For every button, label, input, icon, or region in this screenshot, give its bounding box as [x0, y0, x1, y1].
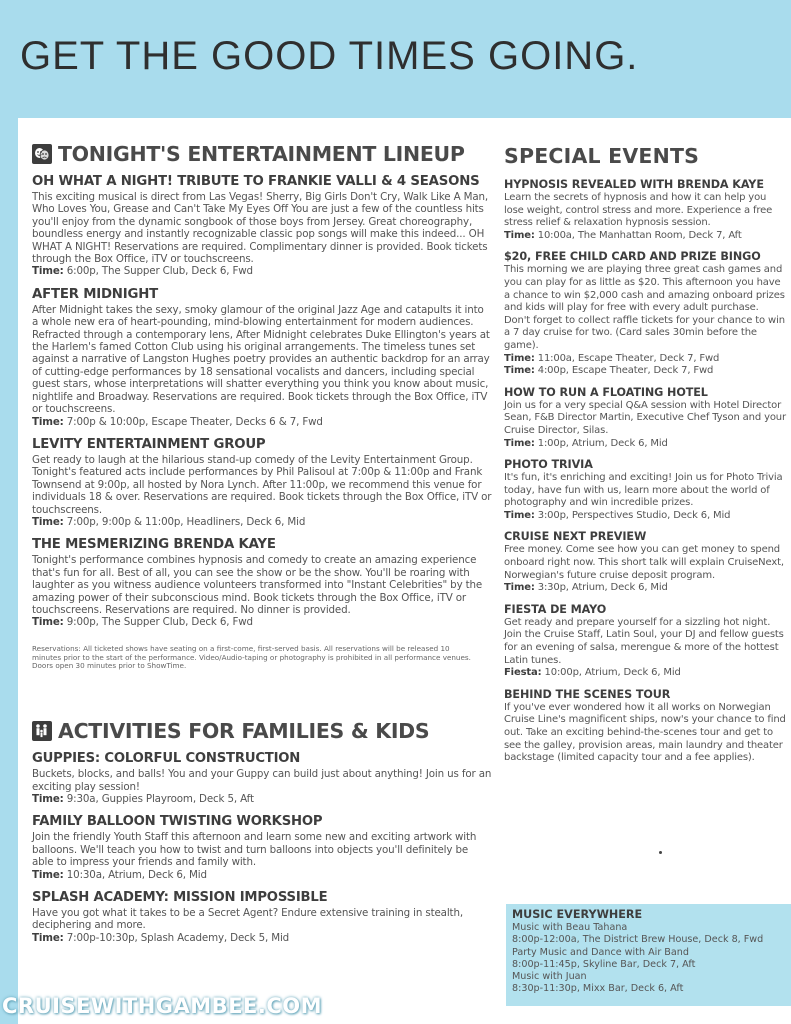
- time-label: Time:: [504, 582, 535, 594]
- event-item: [32, 814, 492, 881]
- special-event-time: [504, 438, 786, 451]
- time-label: Time:: [504, 365, 535, 377]
- event-title: GUPPIES: COLORFUL CONSTRUCTION: [32, 751, 301, 767]
- page-headline: GET THE GOOD TIMES GOING.: [20, 34, 639, 78]
- event-title: OH WHAT A NIGHT! TRIBUTE TO FRANKIE VALLI & 4 SEASONS: [32, 174, 480, 189]
- entertainment-title: TONIGHT'S ENTERTAINMENT LINEUP: [58, 142, 465, 166]
- music-line: 8:00p-11:45p, Skyline Bar, Deck 7, Aft: [512, 958, 696, 970]
- event-description: Have you got what it takes to be a Secret Agent? Endure extensive training in stealth, deciphering and more.: [32, 907, 463, 932]
- special-event-time: [504, 353, 786, 366]
- music-lines: [512, 922, 785, 996]
- time-label: Time:: [32, 265, 64, 278]
- time-value: 9:30a, Guppies Playroom, Deck 5, Aft: [66, 792, 254, 805]
- special-event-time: [504, 510, 786, 523]
- special-event-description: It's fun, it's enriching and exciting! Join us for Photo Trivia today, have fun with us, learn more about the world of photography and win incredible prizes.: [504, 472, 783, 509]
- time-label: Fiesta:: [504, 667, 542, 679]
- special-event-description: Join us for a very special Q&A session with Hotel Director Sean, F&B Director Martin, Executive Chef Tyson and your Cruise Director, Silas.: [504, 399, 786, 436]
- time-label: Time:: [32, 515, 64, 528]
- music-line: Party Music and Dance with Air Band: [512, 946, 689, 958]
- time-value: 7:00p & 10:00p, Escape Theater, Decks 6 & 7, Fwd: [66, 415, 323, 428]
- time-value: 10:30a, Atrium, Deck 6, Mid: [66, 868, 207, 881]
- time-label: Time:: [32, 616, 64, 629]
- special-event-title: PHOTO TRIVIA: [504, 458, 593, 472]
- time-label: Time:: [504, 352, 535, 364]
- special-event-time: [504, 365, 786, 378]
- event-description: Tonight's performance combines hypnosis and comedy to create an amazing experience that's fun for all. Best of all, you can see the show or be the show. You'll be roaring with laughter as you witness audience volunteers transformed into "Instant Celebrities" by the amazing power of their subconscious mind. Book tickets through the Box Office, iTV or touchscreens. Reservations are required. No dinner is provided.: [32, 554, 483, 616]
- event-item: [32, 537, 492, 628]
- time-label: Time:: [32, 415, 64, 428]
- special-event-title: BEHIND THE SCENES TOUR: [504, 687, 671, 701]
- special-event-title: FIESTA DE MAYO: [504, 602, 607, 616]
- event-time: [32, 869, 492, 881]
- time-value: 4:00p, Escape Theater, Deck 7, Fwd: [537, 365, 714, 377]
- event-item: [32, 437, 492, 528]
- time-label: Time:: [504, 437, 535, 449]
- event-description: After Midnight takes the sexy, smoky glamour of the original Jazz Age and catapults it into a whole new era of heart-pounding, mind-blowing entertainment for modern audiences. Refracted through a contemporary lens, After Midnight celebrates Duke Ellington's years at the Harlem's famed Cotton Club using his original arrangements. The timeless tunes set against a narrative of Langston Hughes poetry provides an authentic backdrop for an array of cutting-edge performances by 18 sensational vocalists and dancers, including special guest stars, whose interpretations will shatter everything you think you know about music, nightlife and Broadway. Reservations are required. Book tickets through the Box Office, iTV or touchscreens.: [32, 303, 490, 416]
- entertainment-heading: [32, 142, 492, 166]
- time-label: Time:: [32, 931, 64, 944]
- special-event-description: Get ready and prepare yourself for a sizzling hot night. Join the Cruise Staff, Latin Soul, your DJ and fellow guests for an evening of salsa, merengue & more of the hottest Latin tunes.: [504, 616, 784, 666]
- music-line: 8:00p-12:00a, The District Brew House, Deck 8, Fwd: [512, 934, 764, 946]
- kids-list: [32, 751, 492, 944]
- music-title: MUSIC EVERYWHERE: [512, 908, 643, 921]
- event-description: This exciting musical is direct from Las Vegas! Sherry, Big Girls Don't Cry, Walk Like A Man, Who Loves You, Grease and Can't Take My Eyes Off You are just a few of the countless hits you'll enjoy from the dynamic songbook of those boys from Jersey. Great choreography, boundless energy and instantly recognizable classic pop songs will make this indeed... OH WHAT A NIGHT! Reservations are required. Complimentary dinner is provided. Book tickets through the Box Office, iTV or touchscreens.: [32, 191, 489, 266]
- special-event-time: [504, 230, 786, 243]
- event-title: FAMILY BALLOON TWISTING WORKSHOP: [32, 814, 323, 830]
- entertainment-list: [32, 174, 492, 629]
- special-event-item: [504, 458, 786, 522]
- event-item: [32, 890, 492, 944]
- time-value: 10:00a, The Manhattan Room, Deck 7, Aft: [537, 229, 742, 241]
- kids-title: ACTIVITIES FOR FAMILIES & KIDS: [58, 719, 430, 744]
- event-time: [32, 516, 492, 528]
- event-time: [32, 265, 492, 277]
- left-column: [32, 142, 492, 953]
- right-column: [504, 142, 786, 773]
- event-description: Get ready to laugh at the hilarious stand-up comedy of the Levity Entertainment Group. Tonight's featured acts include performances by Phil Palisoul at 7:00p & 11:00p and Frank Townsend at 9:00p, all hosted by Nora Lynch. After 11:00p, we recommend this venue for individuals 18 & over. Reservations are required. Book tickets through the Box Office, iTV or touchscreens.: [32, 453, 492, 516]
- time-label: Time:: [504, 509, 535, 521]
- special-event-description: Learn the secrets of hypnosis and how it can help you lose weight, control stress and more. Experience a free stress relief & relaxation hypnosis session.: [504, 192, 773, 229]
- event-title: SPLASH ACADEMY: MISSION IMPOSSIBLE: [32, 890, 328, 906]
- music-line: 8:30p-11:30p, Mixx Bar, Deck 6, Aft: [512, 983, 684, 995]
- event-time: [32, 616, 492, 628]
- special-event-description: Free money. Come see how you can get money to spend onboard right now. This short talk will explain CruiseNext, Norwegian's future cruise deposit program.: [504, 544, 784, 581]
- special-event-title: HOW TO RUN A FLOATING HOTEL: [504, 385, 708, 399]
- event-item: [32, 287, 492, 428]
- music-line: Music with Beau Tahana: [512, 922, 628, 933]
- special-event-item: [504, 688, 786, 765]
- time-value: 3:30p, Atrium, Deck 6, Mid: [537, 582, 668, 594]
- time-value: 3:00p, Perspectives Studio, Deck 6, Mid: [537, 509, 731, 521]
- special-events-list: [504, 178, 786, 765]
- content-panel: [18, 118, 791, 1024]
- special-event-item: [504, 386, 786, 450]
- time-value: 11:00a, Escape Theater, Deck 7, Fwd: [537, 352, 720, 364]
- special-event-description: If you've ever wondered how it all works on Norwegian Cruise Line's magnificent ships, now's your chance to find out. Take an exciting behind-the-scenes tour and get to see the galley, provision areas, main laundry and theater backstage (limited capacity tour and a fee applies).: [504, 701, 786, 764]
- time-value: 9:00p, The Supper Club, Deck 6, Fwd: [66, 616, 253, 629]
- theater-masks-icon: [32, 144, 52, 164]
- event-item: [32, 174, 492, 278]
- event-item: [32, 751, 492, 805]
- time-value: 1:00p, Atrium, Deck 6, Mid: [537, 437, 668, 449]
- event-title: AFTER MIDNIGHT: [32, 286, 159, 302]
- event-time: [32, 932, 492, 944]
- special-events-title: SPECIAL EVENTS: [504, 144, 700, 168]
- special-event-title: HYPNOSIS REVEALED WITH BRENDA KAYE: [504, 178, 764, 191]
- family-icon: [32, 721, 52, 741]
- watermark: CRUISEWITHGAMBEE.COM: [2, 994, 323, 1018]
- time-value: 6:00p, The Supper Club, Deck 6, Fwd: [66, 265, 253, 278]
- time-label: Time:: [32, 792, 64, 805]
- special-event-item: [504, 530, 786, 594]
- time-label: Time:: [32, 868, 64, 881]
- special-event-title: $20, FREE CHILD CARD AND PRIZE BINGO: [504, 250, 761, 264]
- music-everywhere-box: [506, 904, 791, 1006]
- time-value: 10:00p, Atrium, Deck 6, Mid: [544, 667, 681, 679]
- stray-dot: [659, 851, 662, 854]
- event-description: Buckets, blocks, and balls! You and your Guppy can build just about anything! Join us for an exciting play session!: [32, 768, 492, 793]
- event-time: [32, 793, 492, 805]
- kids-heading: [32, 719, 492, 743]
- special-event-time: [504, 582, 786, 595]
- event-title: LEVITY ENTERTAINMENT GROUP: [32, 436, 266, 452]
- special-event-time: [504, 667, 786, 680]
- special-event-title: CRUISE NEXT PREVIEW: [504, 530, 647, 544]
- music-line: Music with Juan: [512, 971, 587, 983]
- special-event-item: [504, 178, 786, 242]
- special-event-description: This morning we are playing three great cash games and you can play for as little as $20. This afternoon you have a chance to win $2,000 cash and amazing onboard prizes and kids will play for free with every adult purchase. Don't forget to collect raffle tickets for your chance to win a 7 day cruise for two. (Card sales 30min before the game).: [504, 264, 785, 351]
- time-value: 7:00p-10:30p, Splash Academy, Deck 5, Mid: [66, 931, 290, 944]
- event-description: Join the friendly Youth Staff this afternoon and learn some new and exciting artwork with balloons. We'll teach you how to twist and turn balloons into objects you'll definitely be able to impress your friends and family with.: [32, 831, 477, 869]
- reservations-note: Reservations: All ticketed shows have seating on a first-come, first-served basis. All reservations will be released 10 minutes prior to the start of the performance. Video/Audio-taping or photography is prohibited in all performance venues. Doors open 30 minutes prior to ShowTime.: [32, 643, 471, 671]
- special-event-item: [504, 603, 786, 680]
- time-label: Time:: [504, 229, 535, 241]
- event-time: [32, 416, 492, 428]
- special-event-item: [504, 250, 786, 377]
- time-value: 7:00p, 9:00p & 11:00p, Headliners, Deck 6, Mid: [66, 515, 306, 528]
- event-title: THE MESMERIZING BRENDA KAYE: [32, 537, 276, 553]
